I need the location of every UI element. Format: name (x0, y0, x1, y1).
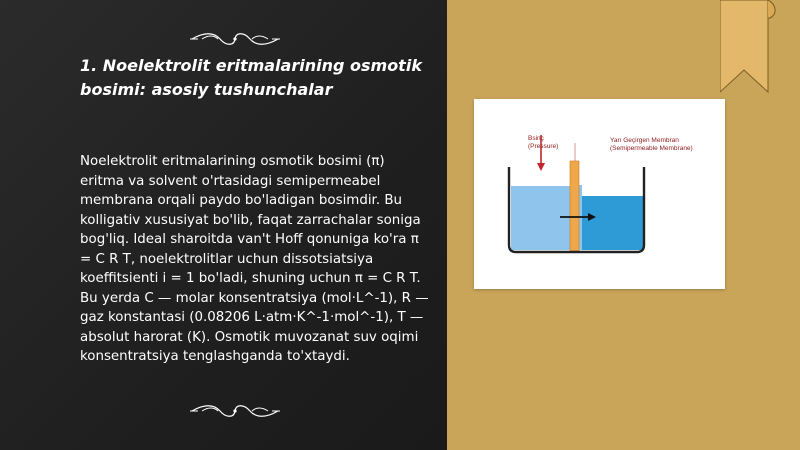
membrane-label-line2: (Semipermeable Membrane) (610, 145, 693, 152)
membrane-label (610, 137, 693, 153)
pressure-arrow-head-icon (537, 163, 545, 171)
left-solution (511, 186, 570, 250)
bottom-ornament-icon (190, 402, 280, 420)
semipermeable-membrane (570, 161, 579, 252)
right-solution (582, 196, 643, 250)
slide-title: 1. Noelektrolit eritmalarining osmotik bosimi: asosiy tushunchalar (80, 56, 422, 99)
membrane-label-line1: Yarı Geçirgen Membran (610, 137, 679, 144)
slide-body-text: Noelektrolit eritmalarining osmotik bosimi (π) eritma va solvent o'rtasidagi semipermeabel membrana orqali paydo bo'ladigan bosimdir. Bu kolligativ xususiyat bo'lib, faqat zarrachalar soniga bog'liq. Ideal sharoitda van't Hoff qonuniga ko'ra π = C R T, noelektrolitlar uchun dissotsiatsiya koeffitsienti i = 1 bo'ladi, shuning uchun π = C R T. Bu yerda C — molar konsentratsiya (mol·L^-1), R — gaz konstantasi (0.08206 L·atm·K^-1·mol^-1), T — absolut harorat (K). Osmotik muvozanat suv oqimi konsentratsiya tenglashganda to'xtaydi. (80, 154, 429, 364)
osmosis-diagram (474, 99, 725, 289)
bookmark-ribbon-icon (720, 0, 780, 100)
pressure-label (528, 135, 558, 151)
pressure-label-line1: Bsinç (528, 135, 544, 142)
osmosis-diagram-graphic (474, 99, 725, 289)
top-ornament-icon (190, 30, 280, 48)
pressure-label-line2: (Pressure) (528, 143, 559, 150)
